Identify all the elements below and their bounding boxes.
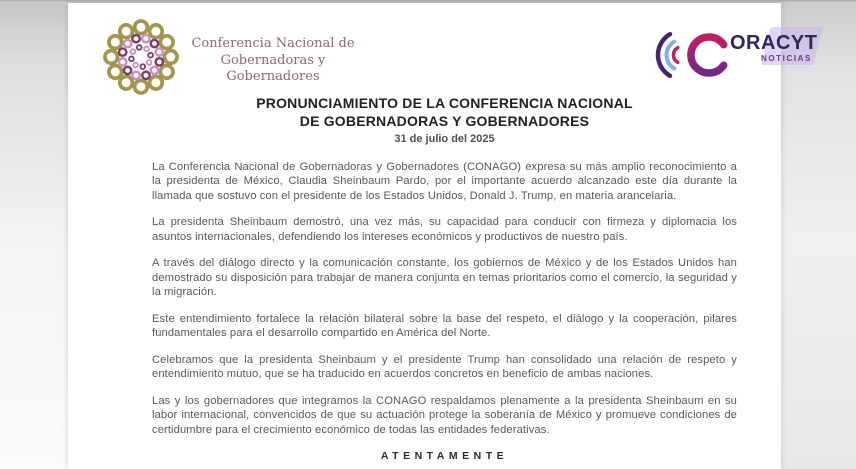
document-title-line1: PRONUNCIAMIENTO DE LA CONFERENCIA NACIONAL [256,95,633,111]
document-date: 31 de julio del 2025 [394,133,495,145]
body-paragraph-5: Celebramos que la presidenta Sheinbaum y el presidente Trump han consolidado una relación de respeto y entendimiento mutuo, que se ha traducido en acuerdos concretos en beneficio de ambas naciones. [152,353,737,381]
org-name [182,36,364,86]
title-block [152,95,737,145]
document-title [152,95,737,130]
coracyt-news-watermark [646,27,818,83]
body-paragraph-6: Las y los gobernadores que integramos la CONAGO respaldamos plenamente a la presidenta Sheinbaum en su labor internacional, convencidos de que su actuación protege la soberanía de México y promueve condiciones de certidumbre para el crecimiento económico de todas las entidades federativas. [152,395,737,436]
document-title-line2: DE GOBERNADORAS Y GOBERNADORES [299,112,590,129]
document-body [152,160,737,449]
body-paragraph-3: A través del diálogo directo y la comunicación constante, los gobiernos de México y de los Estados Unidos han demostrado su disposición para trabajar de manera conjunta en temas prioritarios como el comercio, la seguridad y la migración. [152,257,737,299]
conago-wreath-icon [100,16,182,98]
org-name-line2: Gobernadoras y Gobernadores [220,52,326,84]
closing-atentamente: ATENTAMENTE [380,450,509,462]
body-paragraph-2: La presidenta Sheinbaum demostró, una vez más, su capacidad para conducir con firmeza y diplomacia los asuntos internacionales, defendiendo los intereses económicos y productivos de nuestro país. [152,216,737,243]
background-left-strip [0,0,68,469]
org-name-line1: Conferencia Nacional de [191,36,355,51]
body-paragraph-1: La Conferencia Nacional de Gobernadoras y Gobernadores (CONAGO) expresa su más amplio reconocimiento a la presidenta de México, Claudia Sheinbaum Pardo, por el importante acuerdo alcanzado este día durante la llamada que sostuvo con el presidente de los Estados Unidos, Donald J. Trump, en materia arancelaria. [152,161,737,202]
coracyt-wordmark: ORACYT [730,32,818,54]
coracyt-noticias-label: NOTICIAS [760,54,812,63]
body-paragraph-4: Este entendimiento fortalece la relación bilateral sobre la base del respeto, el diálogo y la cooperación, pilares fundamentales para el desarrollo compartido en América del Norte. [152,312,737,340]
